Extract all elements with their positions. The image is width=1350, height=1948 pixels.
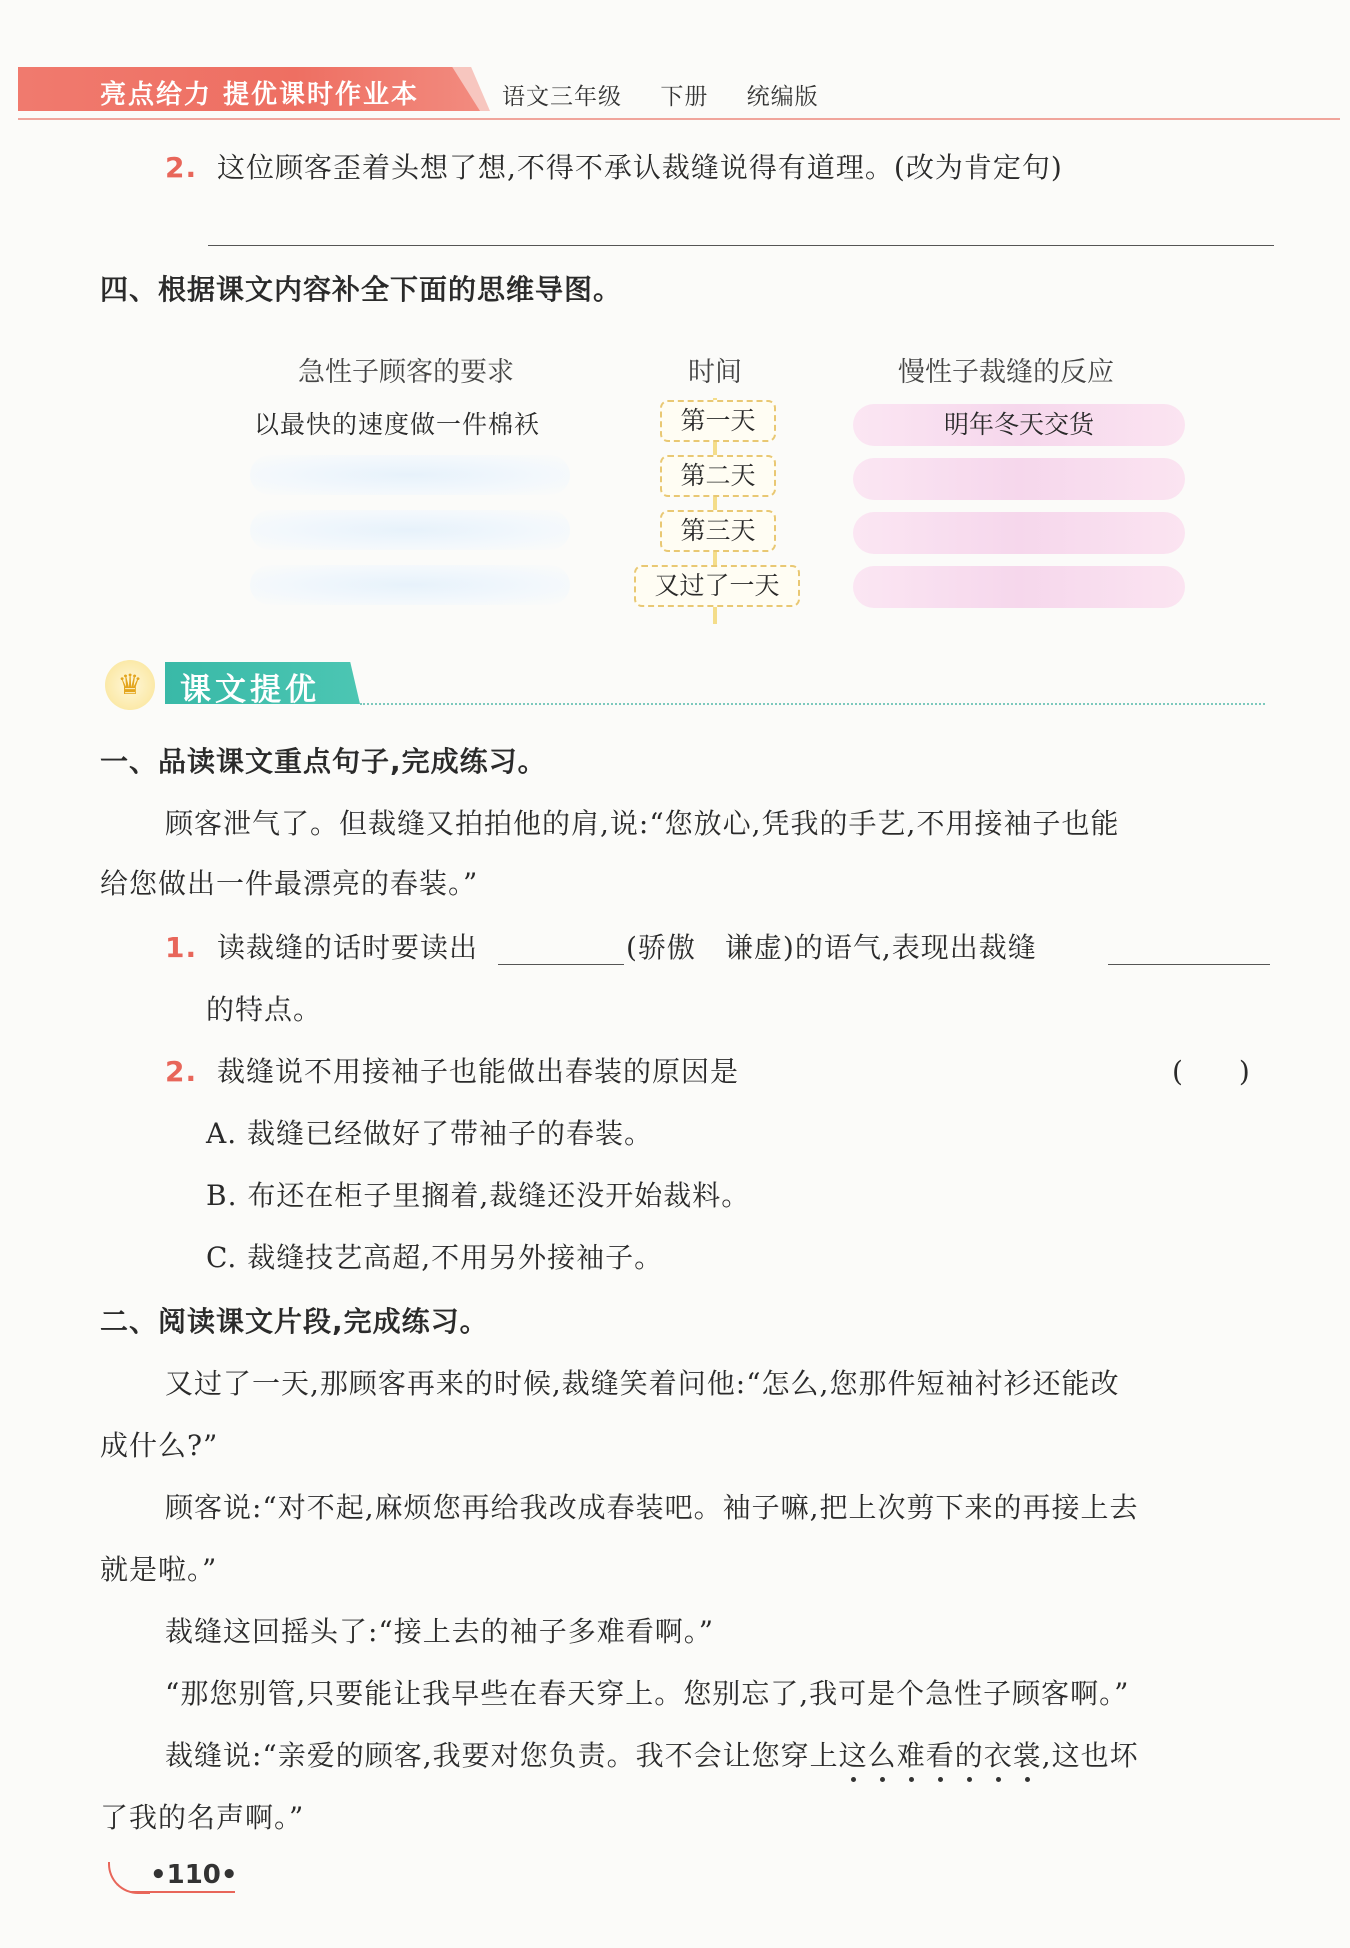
- question-number: 2.: [165, 151, 198, 184]
- mindmap-right-first: 明年冬天交货: [853, 404, 1185, 446]
- mindmap-left-first: 以最快的速度做一件棉袄: [254, 410, 541, 439]
- part1-heading: 一、品读课文重点句子,完成练习。: [100, 745, 547, 778]
- q2-option-c[interactable]: C. 裁缝技艺高超,不用另外接袖子。: [206, 1241, 664, 1274]
- mindmap-time-3: 第三天: [660, 510, 776, 552]
- page-number-curve: [108, 1862, 150, 1894]
- edition-label: 统编版: [746, 84, 819, 110]
- q1-text-b: (骄傲 谦虚)的语气,表现出裁缝: [626, 931, 1037, 964]
- mindmap-col-left: 急性子顾客的要求: [298, 357, 514, 388]
- mindmap-left-blank-4[interactable]: [250, 565, 570, 605]
- emph-char: 看: [925, 1739, 955, 1772]
- q1-blank-1[interactable]: [498, 964, 624, 965]
- emph-char: 裳: [1012, 1739, 1042, 1772]
- mindmap-right-blank-2[interactable]: [853, 458, 1185, 500]
- mindmap-left-blank-2[interactable]: [250, 455, 570, 495]
- part2-p4: “那您别管,只要能让我早些在春天穿上。您别忘了,我可是个急性子顾客啊。”: [165, 1677, 1130, 1710]
- section-heading: 四、根据课文内容补全下面的思维导图。: [100, 273, 623, 306]
- part2-p3: 裁缝这回摇头了:“接上去的袖子多难看啊。”: [165, 1615, 715, 1648]
- header-rule: [18, 118, 1340, 120]
- part2-p5-line2: 了我的名声啊。”: [100, 1801, 305, 1834]
- part1-passage-line2: 给您做出一件最漂亮的春装。”: [100, 867, 479, 900]
- q2-number: 2.: [165, 1055, 198, 1088]
- part2-heading: 二、阅读课文片段,完成练习。: [100, 1305, 489, 1338]
- q1-blank-2[interactable]: [1108, 964, 1270, 965]
- part2-p1-line1: 又过了一天,那顾客再来的时候,裁缝笑着问他:“怎么,您那件短袖衬衫还能改: [165, 1367, 1120, 1400]
- emph-char: 的: [954, 1739, 984, 1772]
- series-title: 亮点给力 提优课时作业本: [100, 80, 420, 110]
- part1-q1: [165, 926, 478, 966]
- q1-text-a: 读裁缝的话时要读出: [217, 931, 479, 964]
- part1-q2: [165, 1050, 739, 1090]
- emph-char: 衣: [983, 1739, 1013, 1772]
- mindmap-time-2: 第二天: [660, 455, 776, 497]
- mindmap-col-right: 慢性子裁缝的反应: [898, 357, 1114, 388]
- part2-p1-line2: 成什么?”: [100, 1429, 219, 1462]
- p5-before: 裁缝说:“亲爱的顾客,我要对您负责。我不会让您穿上: [165, 1739, 839, 1772]
- section-banner-title: 课文提优: [180, 672, 320, 708]
- subject-label: 语文三年级: [502, 84, 622, 110]
- banner-dotted-rule: [360, 703, 1265, 705]
- part2-p5-line1: [165, 1734, 1139, 1774]
- q2-option-b[interactable]: B. 布还在柜子里搁着,裁缝还没开始裁料。: [206, 1179, 751, 1212]
- q2-answer-paren[interactable]: ( ): [1172, 1055, 1250, 1088]
- part1-passage-line1: 顾客泄气了。但裁缝又拍拍他的肩,说:“您放心,凭我的手艺,不用接袖子也能: [165, 807, 1120, 840]
- emph-char: 么: [867, 1739, 897, 1772]
- top-question: [165, 146, 1063, 186]
- volume-label: 下册: [660, 84, 709, 110]
- mindmap-col-mid: 时间: [688, 357, 742, 388]
- question-text: 这位顾客歪着头想了想,不得不承认裁缝说得有道理。(改为肯定句): [217, 151, 1063, 184]
- q1-number: 1.: [165, 931, 198, 964]
- q2-option-a[interactable]: A. 裁缝已经做好了带袖子的春装。: [206, 1117, 654, 1150]
- mindmap-left-blank-3[interactable]: [250, 510, 570, 550]
- part2-p2-line1: 顾客说:“对不起,麻烦您再给我改成春装吧。袖子嘛,把上次剪下来的再接上去: [165, 1491, 1139, 1524]
- page-number: •110•: [150, 1860, 238, 1890]
- emph-char: 这: [838, 1739, 868, 1772]
- page-number-underline: [130, 1891, 235, 1893]
- answer-line[interactable]: [208, 245, 1274, 246]
- p5-after: ,这也坏: [1041, 1739, 1139, 1772]
- emph-char: 难: [896, 1739, 926, 1772]
- mindmap-time-4: 又过了一天: [634, 565, 800, 607]
- q2-text: 裁缝说不用接袖子也能做出春装的原因是: [217, 1055, 740, 1088]
- q1-text-c: 的特点。: [206, 993, 323, 1026]
- mindmap-right-blank-4[interactable]: [853, 566, 1185, 608]
- trophy-icon: ♛: [105, 660, 155, 710]
- mindmap-right-blank-3[interactable]: [853, 512, 1185, 554]
- book-info: [502, 78, 849, 111]
- part2-p2-line2: 就是啦。”: [100, 1553, 218, 1586]
- mindmap-time-1: 第一天: [660, 400, 776, 442]
